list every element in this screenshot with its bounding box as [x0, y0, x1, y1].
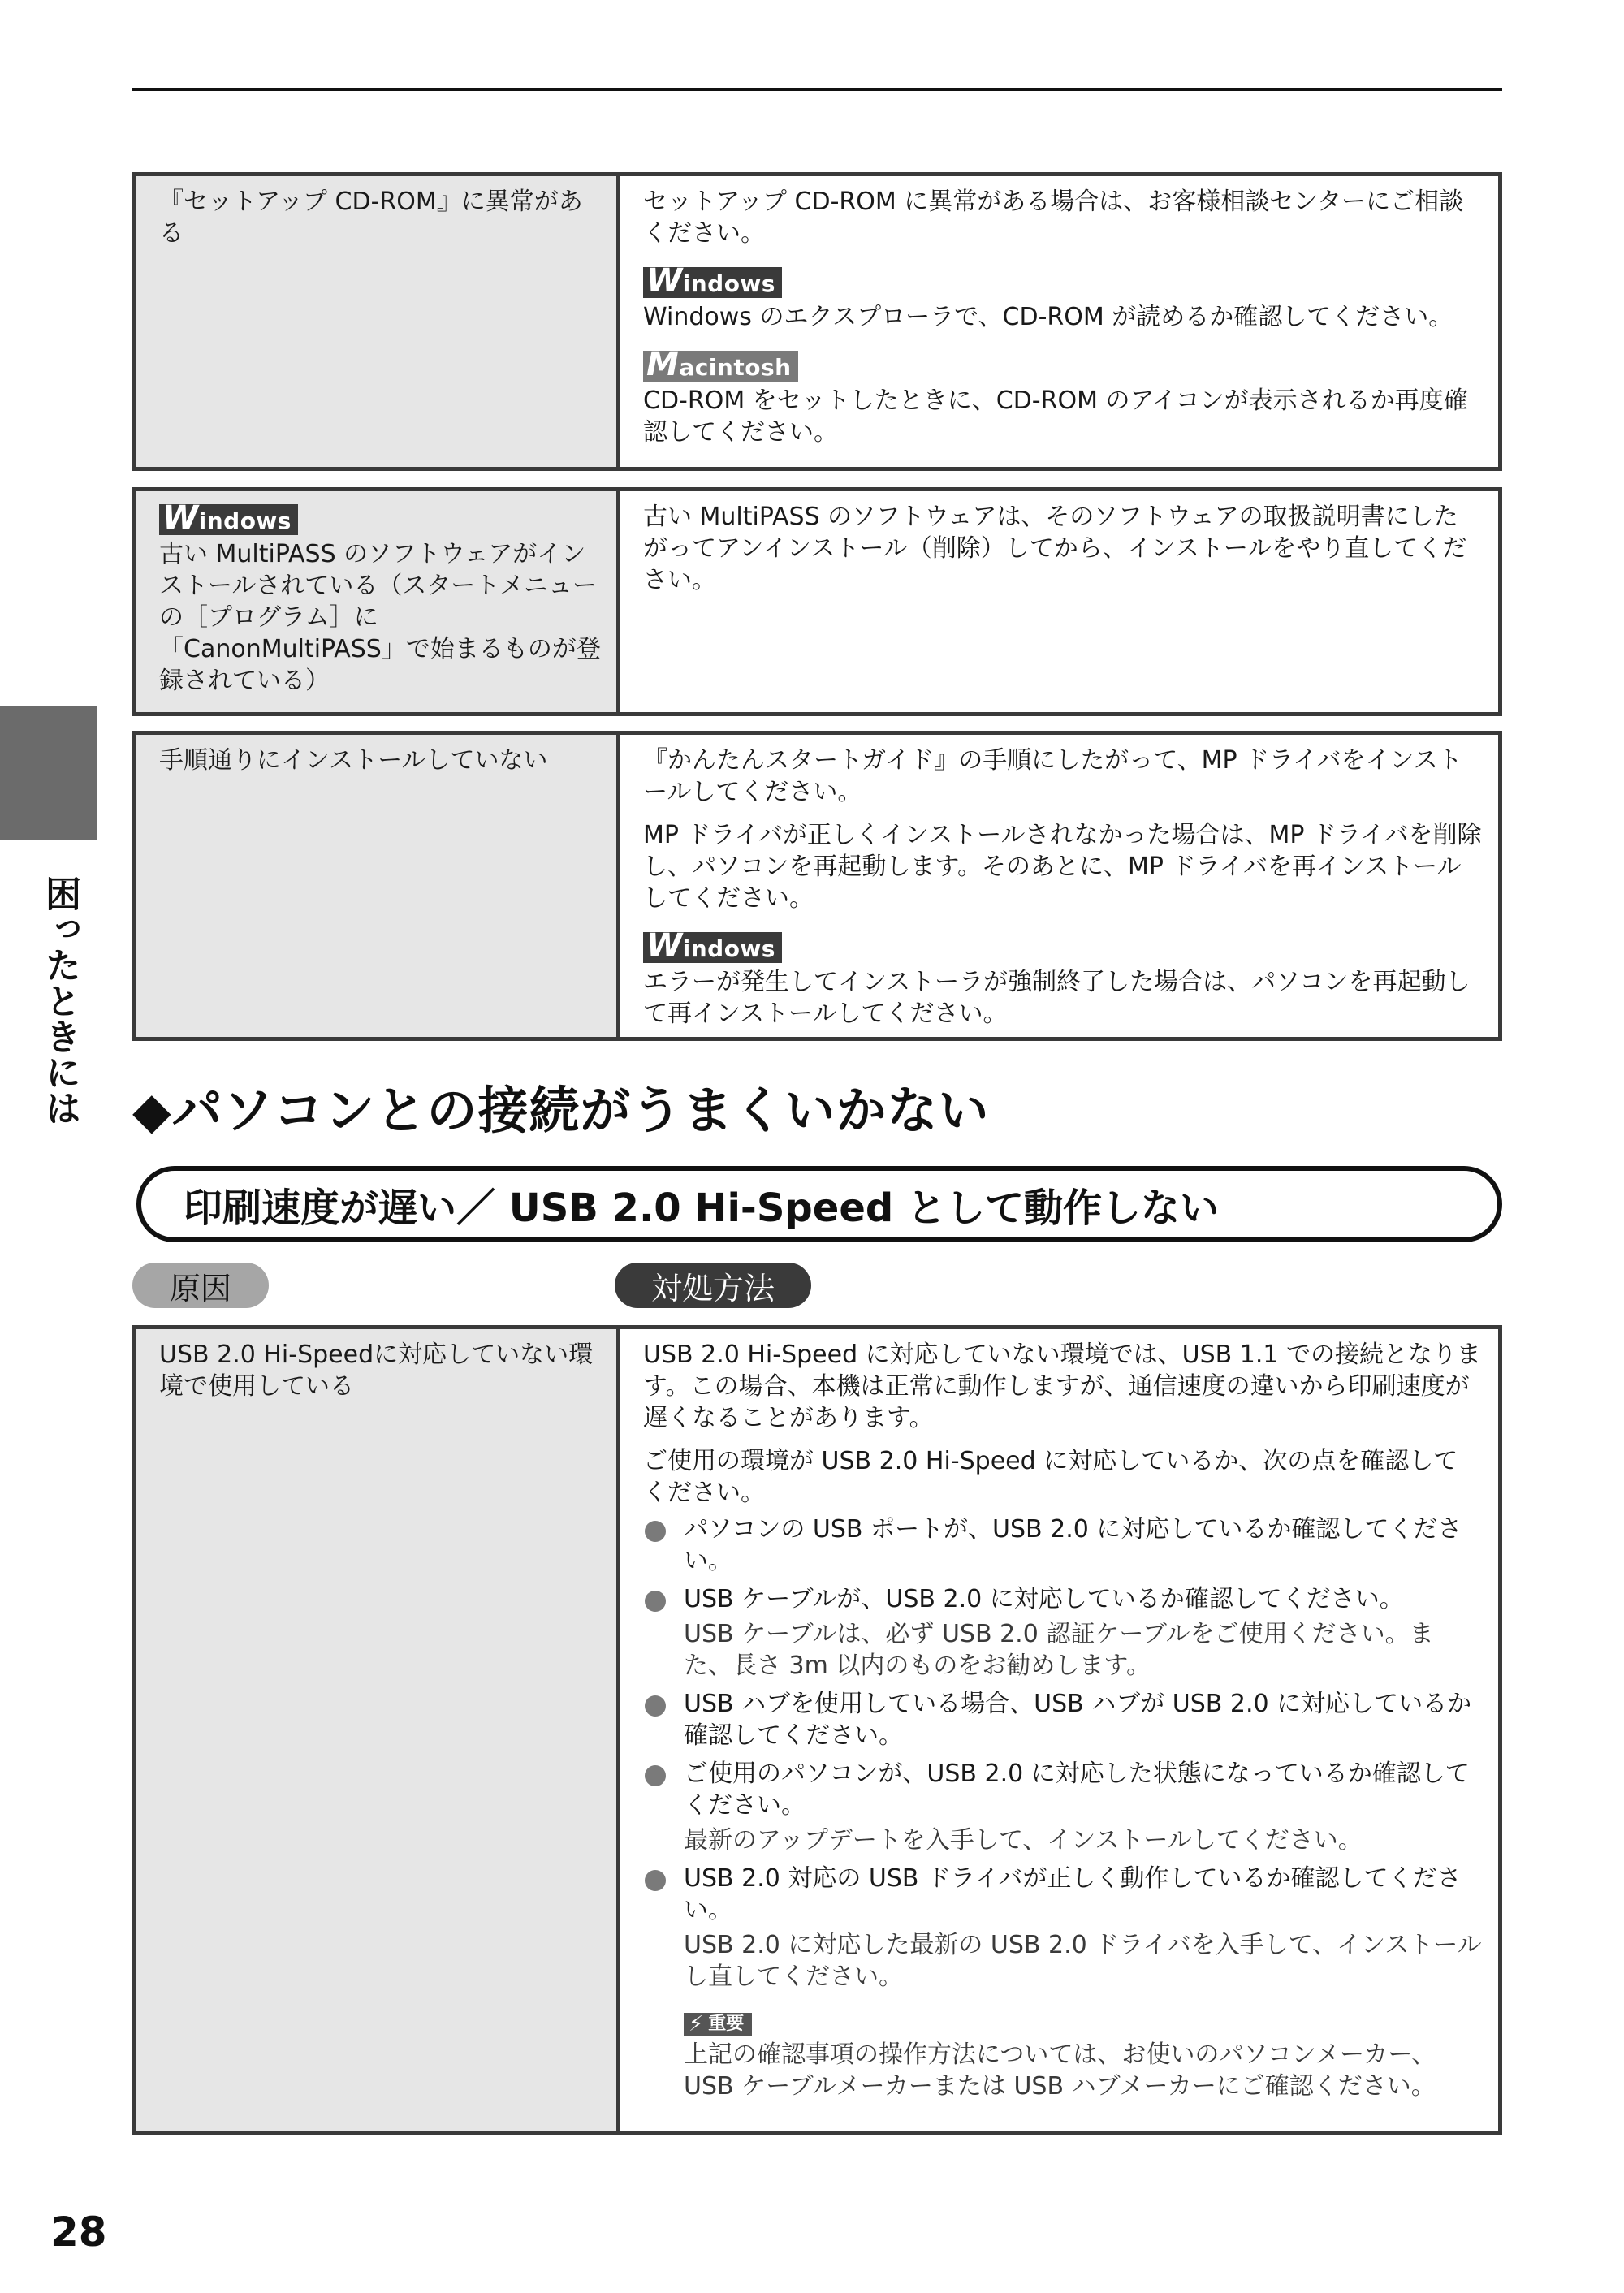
page-number: 28	[50, 2209, 107, 2256]
remedy-text: 古い MultiPASS のソフトウェアは、そのソフトウェアの取扱説明書にしたがってアンインストール（削除）してから、インストールをやり直してください。	[643, 503, 1467, 594]
chapter-tab	[0, 706, 97, 840]
table-row	[132, 731, 1502, 1041]
important-badge: ⚡ 重要	[684, 2013, 752, 2036]
subsection-title: 印刷速度が遅い／ USB 2.0 Hi-Speed として動作しない	[136, 1166, 1502, 1242]
cause-cell	[136, 176, 620, 467]
windows-badge: Windows	[643, 932, 782, 963]
cause-pill: 原因	[132, 1263, 269, 1308]
windows-badge: Windows	[643, 267, 782, 298]
windows-badge: Windows	[159, 504, 298, 535]
remedy-cell	[620, 735, 1498, 1037]
chapter-label: 困ったときには	[39, 875, 80, 1125]
check-item: ご使用のパソコンが、USB 2.0 に対応した状態になっているか確認してください。 最新のアップデートを入手して、インストールしてください。	[643, 1758, 1482, 1856]
remedy-cell	[620, 176, 1498, 467]
section-title: ◆パソコンとの接続がうまくいかない	[132, 1081, 990, 1140]
check-list	[643, 1514, 1482, 1993]
remedy-cell	[620, 1329, 1498, 2131]
cause-cell	[136, 491, 620, 712]
header-rule	[132, 88, 1502, 91]
table-row	[132, 1325, 1502, 2135]
remedy-text: セットアップ CD-ROM に異常がある場合は、お客様相談センターにご相談ください。	[643, 188, 1464, 248]
macintosh-badge: Macintosh	[643, 351, 798, 382]
windows-remedy-text: Windows のエクスプローラで、CD-ROM が読めるか確認してください。	[643, 303, 1453, 331]
remedy-text: MP ドライバが正しくインストールされなかった場合は、MP ドライバを削除し、パソコンを再起動します。そのあとに、MP ドライバを再インストールしてください。	[643, 821, 1482, 913]
mac-remedy-text: CD-ROM をセットしたときに、CD-ROM のアイコンが表示されるか再度確認してください。	[643, 386, 1468, 447]
important-text: 上記の確認事項の操作方法については、お使いのパソコンメーカー、USB ケーブルメーカーまたは USB ハブメーカーにご確認ください。	[684, 2040, 1436, 2101]
table-row	[132, 172, 1502, 471]
cause-text: 古い MultiPASS のソフトウェアがインストールされている（スタートメニューの［プログラム］に「CanonMultiPASS」で始まるものが登録されている）	[159, 540, 601, 695]
cause-text: USB 2.0 Hi-Speedに対応していない環境で使用している	[159, 1341, 594, 1401]
windows-remedy-text: エラーが発生してインストーラが強制終了した場合は、パソコンを再起動して再インストールしてください。	[643, 968, 1471, 1028]
check-item: USB 2.0 対応の USB ドライバが正しく動作しているか確認してください。 USB 2.0 に対応した最新の USB 2.0 ドライバを入手して、インストールし直してください。	[643, 1863, 1482, 1993]
cause-text: 手順通りにインストールしていない	[159, 746, 548, 775]
remedy-text: 『かんたんスタートガイド』の手順にしたがって、MP ドライバをインストールしてください。	[643, 746, 1462, 806]
check-note: USB ケーブルは、必ず USB 2.0 認証ケーブルをご使用ください。また、長さ 3m 以内のものをお勧めします。	[684, 1620, 1434, 1680]
cause-text: 『セットアップ CD-ROM』に異常がある	[159, 188, 583, 248]
remedy-pill: 対処方法	[615, 1263, 811, 1308]
check-item: USB ハブを使用している場合、USB ハブが USB 2.0 に対応しているか確認してください。	[643, 1688, 1482, 1751]
remedy-text: USB 2.0 Hi-Speed に対応していない環境では、USB 1.1 での接続となります。この場合、本機は正常に動作しますが、通信速度の違いから印刷速度が遅くなることがあります。	[643, 1341, 1482, 1432]
table-row	[132, 487, 1502, 716]
remedy-cell	[620, 491, 1498, 712]
check-note: 最新のアップデートを入手して、インストールしてください。	[684, 1826, 1363, 1855]
check-note: USB 2.0 に対応した最新の USB 2.0 ドライバを入手して、インストールし直してください。	[684, 1931, 1482, 1991]
check-item: USB ケーブルが、USB 2.0 に対応しているか確認してください。 USB ケーブルは、必ず USB 2.0 認証ケーブルをご使用ください。また、長さ 3m 以内のものをお勧めします。	[643, 1583, 1482, 1682]
bolt-icon: ⚡	[689, 2012, 704, 2036]
cause-cell	[136, 1329, 620, 2131]
remedy-text: ご使用の環境が USB 2.0 Hi-Speed に対応しているか、次の点を確認してください。	[643, 1447, 1458, 1507]
cause-cell	[136, 735, 620, 1037]
check-item: パソコンの USB ポートが、USB 2.0 に対応しているか確認してください。	[643, 1514, 1482, 1577]
important-note	[684, 2007, 1482, 2102]
